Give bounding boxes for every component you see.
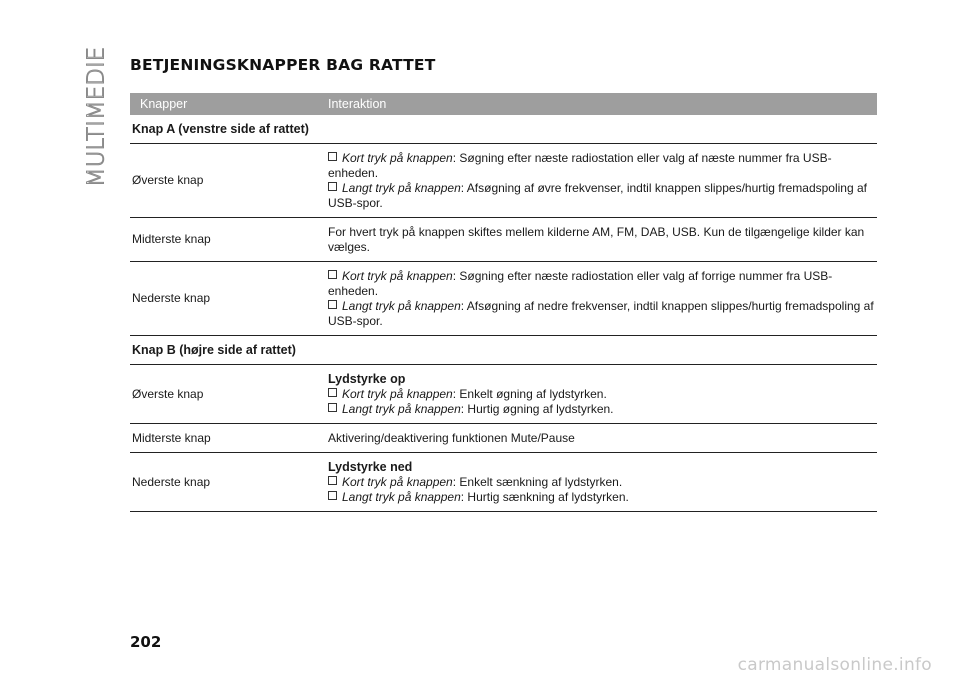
row-text: Aktivering/deaktivering funktionen Mute/Pause <box>328 431 575 445</box>
list-item: Langt tryk på knappen: Hurtig øgning af lydstyrken. <box>328 402 877 417</box>
row-label: Midterste knap <box>132 430 211 445</box>
group-title-b: Knap B (højre side af rattet) <box>130 336 877 365</box>
row-content <box>328 218 877 261</box>
chapter-side-label: MULTIMEDIE <box>83 46 109 188</box>
page-number: 202 <box>130 633 162 651</box>
row-heading: Lydstyrke op <box>328 372 406 386</box>
checkbox-square-icon <box>328 491 337 500</box>
header-interaktion: Interaktion <box>328 97 387 111</box>
table-header <box>130 93 877 115</box>
row-content <box>328 365 877 423</box>
checkbox-square-icon <box>328 300 337 309</box>
table-row <box>130 144 877 218</box>
row-heading: Lydstyrke ned <box>328 460 413 474</box>
checkbox-square-icon <box>328 182 337 191</box>
list-item: Langt tryk på knappen: Hurtig sænkning af lydstyrken. <box>328 490 877 505</box>
row-label: Midterste knap <box>132 232 211 246</box>
list-item: Kort tryk på knappen: Søgning efter næste radiostation eller valg af næste nummer fra USB-enheden. <box>328 151 832 180</box>
controls-table <box>130 93 877 512</box>
list-item: Langt tryk på knappen: Afsøgning af øvre frekvenser, indtil knappen slippes/hurtig fremadspoling af USB-spor. <box>328 181 867 210</box>
list-item: Kort tryk på knappen: Enkelt øgning af lydstyrken. <box>328 387 877 402</box>
checkbox-square-icon <box>328 152 337 161</box>
table-row <box>130 453 877 512</box>
row-content <box>328 453 877 511</box>
list-item: Kort tryk på knappen: Søgning efter næste radiostation eller valg af forrige nummer fra USB-enheden. <box>328 269 833 298</box>
table-row <box>130 365 877 424</box>
row-text: For hvert tryk på knappen skiftes mellem kilderne AM, FM, DAB, USB. Kun de tilgængelige kilder kan vælges. <box>328 225 865 254</box>
row-content <box>328 262 877 335</box>
table-row <box>130 424 877 453</box>
header-knapper: Knapper <box>140 97 188 111</box>
row-label: Øverste knap <box>132 386 204 401</box>
section-title: BETJENINGSKNAPPER BAG RATTET <box>130 56 436 74</box>
row-label: Nederste knap <box>132 474 211 489</box>
row-content <box>328 144 877 217</box>
group-title-a: Knap A (venstre side af rattet) <box>130 115 877 144</box>
row-content <box>328 424 877 452</box>
checkbox-square-icon <box>328 270 337 279</box>
list-item: Kort tryk på knappen: Enkelt sænkning af lydstyrken. <box>328 475 877 490</box>
table-row <box>130 218 877 262</box>
checkbox-square-icon <box>328 403 337 412</box>
row-label: Øverste knap <box>132 173 204 187</box>
row-label: Nederste knap <box>132 291 211 305</box>
list-item: Langt tryk på knappen: Afsøgning af nedre frekvenser, indtil knappen slippes/hurtig fremadspoling af USB-spor. <box>328 299 874 328</box>
checkbox-square-icon <box>328 476 337 485</box>
table-row <box>130 262 877 336</box>
watermark: carmanualsonline.info <box>737 655 932 675</box>
checkbox-square-icon <box>328 388 337 397</box>
